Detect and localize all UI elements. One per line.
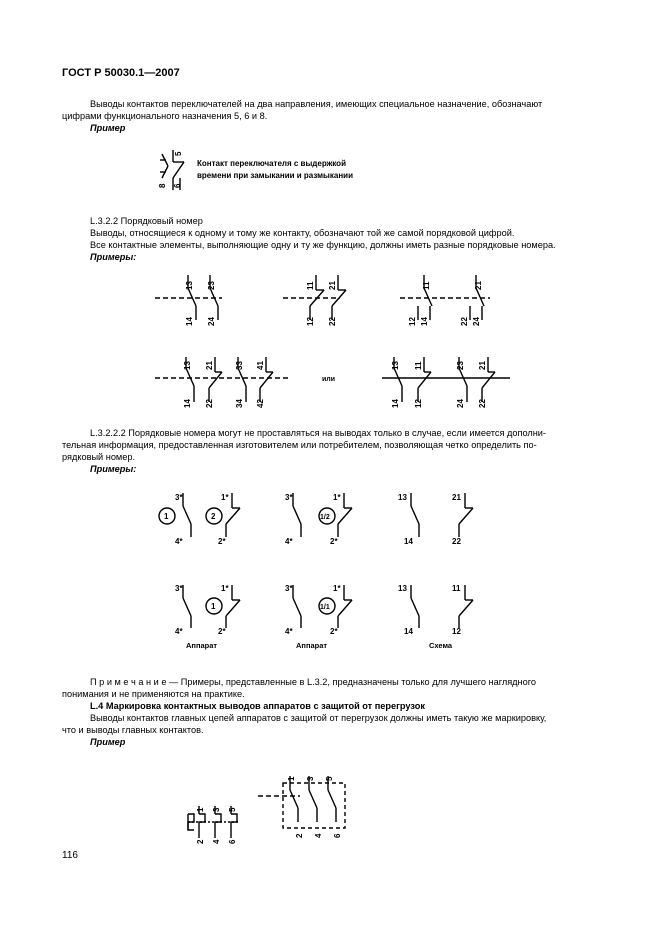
g4-label-22: 22 [205, 399, 214, 408]
fig4-left-3: 3 [212, 807, 221, 812]
r1-d-top2: 21 [452, 493, 461, 502]
g3-label-11: 11 [422, 281, 431, 290]
r1-b-bottom2: 2* [330, 537, 338, 546]
r2-d-top: 13 [398, 584, 407, 593]
g1-label-14: 14 [185, 317, 194, 326]
sec-l4-line1: Выводы контактов главных цепей аппаратов с защитой от перегрузок должны иметь такую же маркировку, [90, 713, 547, 723]
r2-circle-1-1: 1/1 [320, 604, 330, 611]
fig4-right-2: 2 [295, 833, 304, 838]
r1-a-top: 3* [175, 493, 183, 502]
page-number: 116 [62, 850, 78, 861]
fig1-caption-line2: времени при замыкании и размыкании [197, 171, 353, 180]
caption-scheme: Схема [429, 641, 453, 650]
para1-line2: цифрами функционального назначения 5, 6 и 8. [62, 111, 268, 121]
r2-b-bottom2: 2* [330, 627, 338, 636]
fig4-right-1: 1 [287, 776, 296, 781]
g4-label-41: 41 [256, 361, 265, 370]
g3-label-22: 22 [460, 317, 469, 326]
r2-d-top2: 11 [452, 584, 461, 593]
g4-label-42: 42 [256, 399, 265, 408]
g5-label-12: 12 [414, 399, 423, 408]
fig4-left-1: 1 [196, 807, 205, 812]
g3-label-12: 12 [408, 317, 417, 326]
r1-b-bottom: 4* [285, 537, 293, 546]
r1-circle-1-2: 1/2 [320, 514, 330, 521]
r2-b-top: 3* [285, 584, 293, 593]
r1-a-bottom: 4* [175, 537, 183, 546]
para1-line1: Выводы контактов переключателей на два направления, имеющих специальное назначение, обозначают [90, 99, 543, 109]
g4-label-13: 13 [183, 361, 192, 370]
sec-l3-2-2-line1: Выводы, относящиеся к одному и тому же контакту, обозначают той же самой порядковой цифрой. [90, 228, 515, 238]
sec-l3-2-2-examples-label: Примеры: [90, 252, 137, 262]
g4-label-34: 34 [235, 399, 244, 408]
g4-label-33: 33 [235, 361, 244, 370]
g4-label-21: 21 [205, 361, 214, 370]
r1-a-bottom2: 2* [218, 537, 226, 546]
sec-l3-2-2-line2: Все контактные элементы, выполняющие одну и ту же функцию, должны иметь разные порядковые номера. [90, 240, 556, 250]
g2-label-12: 12 [306, 317, 315, 326]
fig4-right-4: 4 [314, 833, 323, 838]
g5-label-21: 21 [478, 361, 487, 370]
g1-label-24: 24 [207, 317, 216, 326]
sec-l3-2-2-2-line1: L.3.2.2.2 Порядковые номера могут не проставляться на выводах только в случае, если имеется дополни- [90, 428, 546, 438]
g5-label-22: 22 [478, 399, 487, 408]
r2-a-top: 3* [175, 584, 183, 593]
r2-b-bottom: 4* [285, 627, 293, 636]
r1-circle-1: 1 [164, 512, 169, 521]
or-label: или [322, 376, 336, 383]
g5-label-24: 24 [456, 399, 465, 408]
r1-d-top: 13 [398, 493, 407, 502]
g3-label-21: 21 [474, 281, 483, 290]
r1-d-bottom: 14 [404, 537, 413, 546]
r2-b-top2: 1* [333, 584, 341, 593]
g5-label-11: 11 [414, 361, 423, 370]
sec-l4-heading: L.4 Маркировка контактных выводов аппаратов с защитой от перегрузок [90, 701, 425, 711]
r1-b-top2: 1* [333, 493, 341, 502]
note-line1: П р и м е ч а н и е — Примеры, представленные в L.3.2, предназначены только для лучшего наглядного [90, 677, 536, 687]
sec-l3-2-2-2-examples-label: Примеры: [90, 464, 137, 474]
fig1-terminal-b1: 8 [158, 183, 167, 188]
document-id: ГОСТ Р 50030.1—2007 [62, 67, 180, 79]
r2-d-bottom: 14 [404, 627, 413, 636]
para1-example-label: Пример [90, 123, 126, 133]
r2-a-top2: 1* [221, 584, 229, 593]
fig4-left-2: 2 [196, 839, 205, 844]
r1-d-bottom2: 22 [452, 537, 461, 546]
r2-d-bottom2: 12 [452, 627, 461, 636]
fig4-left-6: 6 [228, 839, 237, 844]
r1-a-top2: 1* [221, 493, 229, 502]
g1-label-23: 23 [207, 281, 216, 290]
fig1-terminal-top: 5 [174, 151, 183, 156]
fig1-caption-line1: Контакт переключателя с выдержкой [197, 159, 346, 168]
fig4-right-6: 6 [333, 833, 342, 838]
note-line2: понимания и не применяются на практике. [62, 689, 245, 699]
caption-apparatus-2: Аппарат [296, 641, 328, 650]
r2-a-bottom: 4* [175, 627, 183, 636]
g3-label-24: 24 [472, 317, 481, 326]
g3-label-14: 14 [420, 317, 429, 326]
r2-circle-1: 1 [211, 602, 216, 611]
fig4-right-5: 5 [325, 776, 334, 781]
fig1-terminal-b2: 6 [173, 183, 182, 188]
g5-label-14: 14 [391, 399, 400, 408]
g2-label-21: 21 [328, 281, 337, 290]
r1-circle-2: 2 [211, 512, 216, 521]
sec-l3-2-2-heading: L.3.2.2 Порядковый номер [90, 216, 203, 226]
g2-label-11: 11 [306, 281, 315, 290]
r2-a-bottom2: 2* [218, 627, 226, 636]
sec-l4-line2: что и выводы главных контактов. [62, 725, 204, 735]
sec-l3-2-2-2-line3: рядковый номер. [62, 452, 136, 462]
fig4-right-3: 3 [306, 776, 315, 781]
sec-l3-2-2-2-line2: тельная информация, предоставленная изготовителем или потребителем, позволяющая четко определить по- [62, 440, 537, 450]
g1-label-13: 13 [185, 281, 194, 290]
fig4-left-5: 5 [228, 807, 237, 812]
g2-label-22: 22 [328, 317, 337, 326]
sec-l4-example-label: Пример [90, 737, 126, 747]
g5-label-13: 13 [391, 361, 400, 370]
g4-label-14: 14 [183, 399, 192, 408]
caption-apparatus-1: Аппарат [186, 641, 218, 650]
r1-b-top: 3* [285, 493, 293, 502]
g5-label-23: 23 [456, 361, 465, 370]
fig4-left-4: 4 [212, 839, 221, 844]
